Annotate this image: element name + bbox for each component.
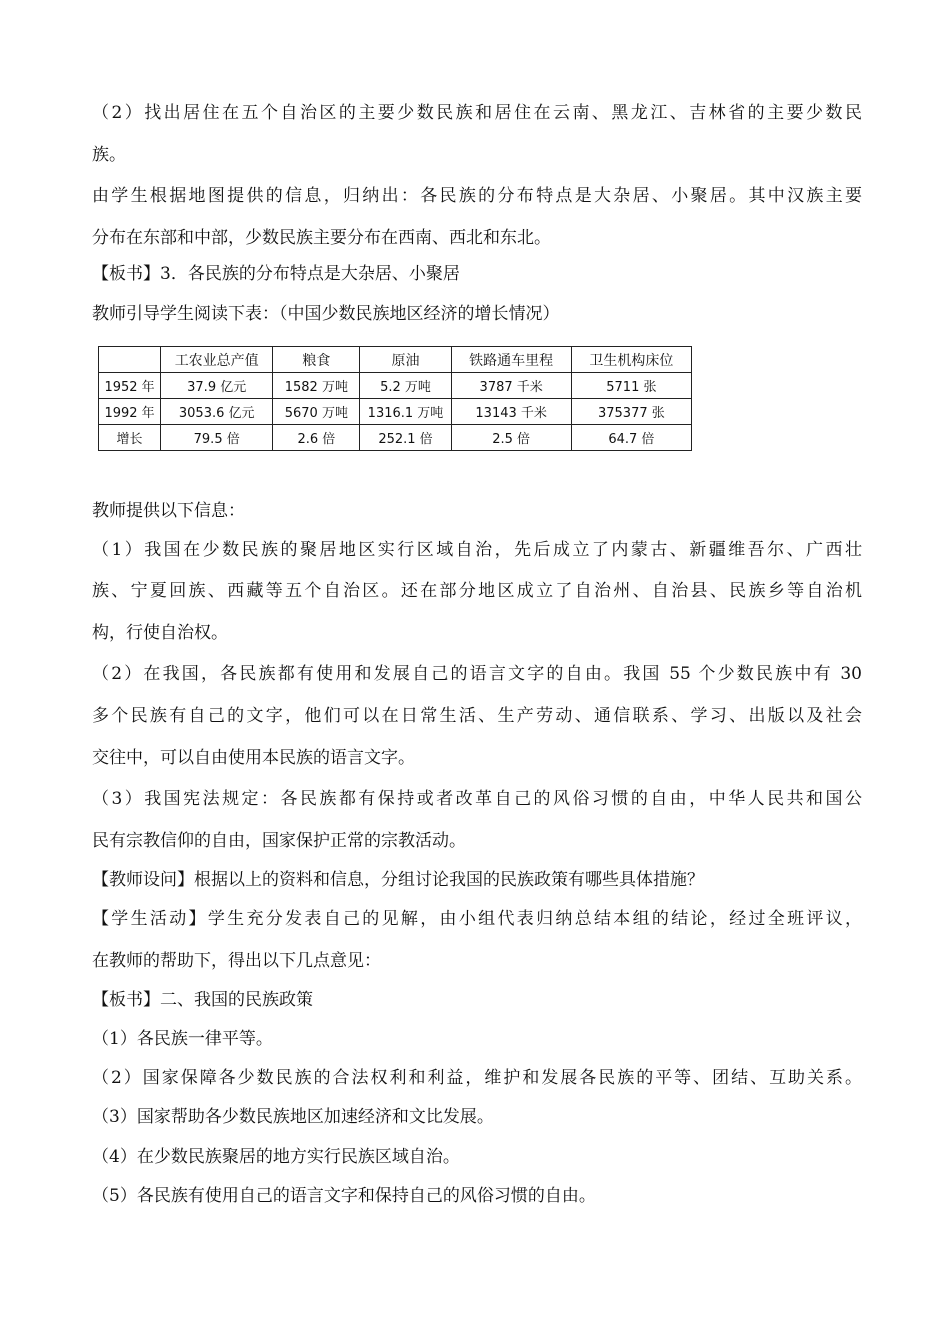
table-cell: 增长	[99, 425, 161, 451]
paragraph-line: 教师提供以下信息：	[92, 501, 245, 521]
table-cell: 5711 张	[571, 373, 691, 399]
table-cell: 37.9 亿元	[161, 373, 273, 399]
paragraph-line: 多个民族有自己的文字，他们可以在日常生活、生产劳动、通信联系、学习、出版以及社会	[92, 706, 862, 726]
paragraph-line: 族、宁夏回族、西藏等五个自治区。还在部分地区成立了自治州、自治县、民族乡等自治机	[92, 581, 862, 601]
board-note: 【板书】3．各民族的分布特点是大杂居、小聚居	[92, 264, 460, 284]
paragraph-line: 构，行使自治权。	[92, 623, 228, 643]
table-cell: 1952 年	[99, 373, 161, 399]
table-cell: 5670 万吨	[273, 399, 360, 425]
policy-item: （3）国家帮助各少数民族地区加速经济和文比发展。	[92, 1107, 494, 1127]
table-header-cell	[99, 347, 161, 373]
teacher-question: 【教师设问】根据以上的资料和信息，分组讨论我国的民族政策有哪些具体措施？	[92, 870, 704, 890]
economic-growth-table	[98, 346, 692, 451]
table-cell: 252.1 倍	[360, 425, 451, 451]
table-cell: 1582 万吨	[273, 373, 360, 399]
table-cell: 2.5 倍	[451, 425, 571, 451]
paragraph-line: （2）在我国，各民族都有使用和发展自己的语言文字的自由。我国 55 个少数民族中有 30	[92, 664, 862, 684]
paragraph-line: 族。	[92, 145, 126, 165]
table-header-row	[99, 347, 692, 373]
student-activity: 【学生活动】学生充分发表自己的见解，由小组代表归纳总结本组的结论，经过全班评议，	[92, 909, 862, 929]
paragraph-line: （3）我国宪法规定：各民族都有保持或者改革自己的风俗习惯的自由，中华人民共和国公	[92, 789, 862, 809]
paragraph-line: （1）我国在少数民族的聚居地区实行区域自治，先后成立了内蒙古、新疆维吾尔、广西壮	[92, 540, 862, 560]
table-cell: 5.2 万吨	[360, 373, 451, 399]
table-cell: 2.6 倍	[273, 425, 360, 451]
policy-item: （5）各民族有使用自己的语言文字和保持自己的风俗习惯的自由。	[92, 1186, 596, 1206]
table-cell: 1316.1 万吨	[360, 399, 451, 425]
policy-item: （4）在少数民族聚居的地方实行民族区域自治。	[92, 1147, 460, 1167]
paragraph-line: 交往中，可以自由使用本民族的语言文字。	[92, 748, 415, 768]
paragraph-line: 分布在东部和中部，少数民族主要分布在西南、西北和东北。	[92, 228, 551, 248]
table-cell: 79.5 倍	[161, 425, 273, 451]
table-cell: 64.7 倍	[571, 425, 691, 451]
table-header-cell: 工农业总产值	[161, 347, 273, 373]
paragraph-line: 教师引导学生阅读下表：（中国少数民族地区经济的增长情况）	[92, 304, 560, 324]
paragraph-line: 民有宗教信仰的自由，国家保护正常的宗教活动。	[92, 831, 466, 851]
table-row	[99, 373, 692, 399]
table-cell: 375377 张	[571, 399, 691, 425]
policy-item: （2）国家保障各少数民族的合法权利和利益，维护和发展各民族的平等、团结、互助关系。	[92, 1068, 862, 1088]
paragraph-line: 由学生根据地图提供的信息，归纳出：各民族的分布特点是大杂居、小聚居。其中汉族主要	[92, 186, 862, 206]
paragraph-line: 在教师的帮助下，得出以下几点意见：	[92, 951, 381, 971]
table-cell: 3053.6 亿元	[161, 399, 273, 425]
table-cell: 3787 千米	[451, 373, 571, 399]
paragraph-line: （2）找出居住在五个自治区的主要少数民族和居住在云南、黑龙江、吉林省的主要少数民	[92, 103, 862, 123]
policy-item: （1）各民族一律平等。	[92, 1029, 273, 1049]
table-header-cell: 铁路通车里程	[451, 347, 571, 373]
table-cell: 13143 千米	[451, 399, 571, 425]
table-header-cell: 原油	[360, 347, 451, 373]
table-header-cell: 卫生机构床位	[571, 347, 691, 373]
table-header-cell: 粮食	[273, 347, 360, 373]
table-cell: 1992 年	[99, 399, 161, 425]
board-note: 【板书】二、我国的民族政策	[92, 990, 313, 1010]
table-row	[99, 399, 692, 425]
table-row	[99, 425, 692, 451]
